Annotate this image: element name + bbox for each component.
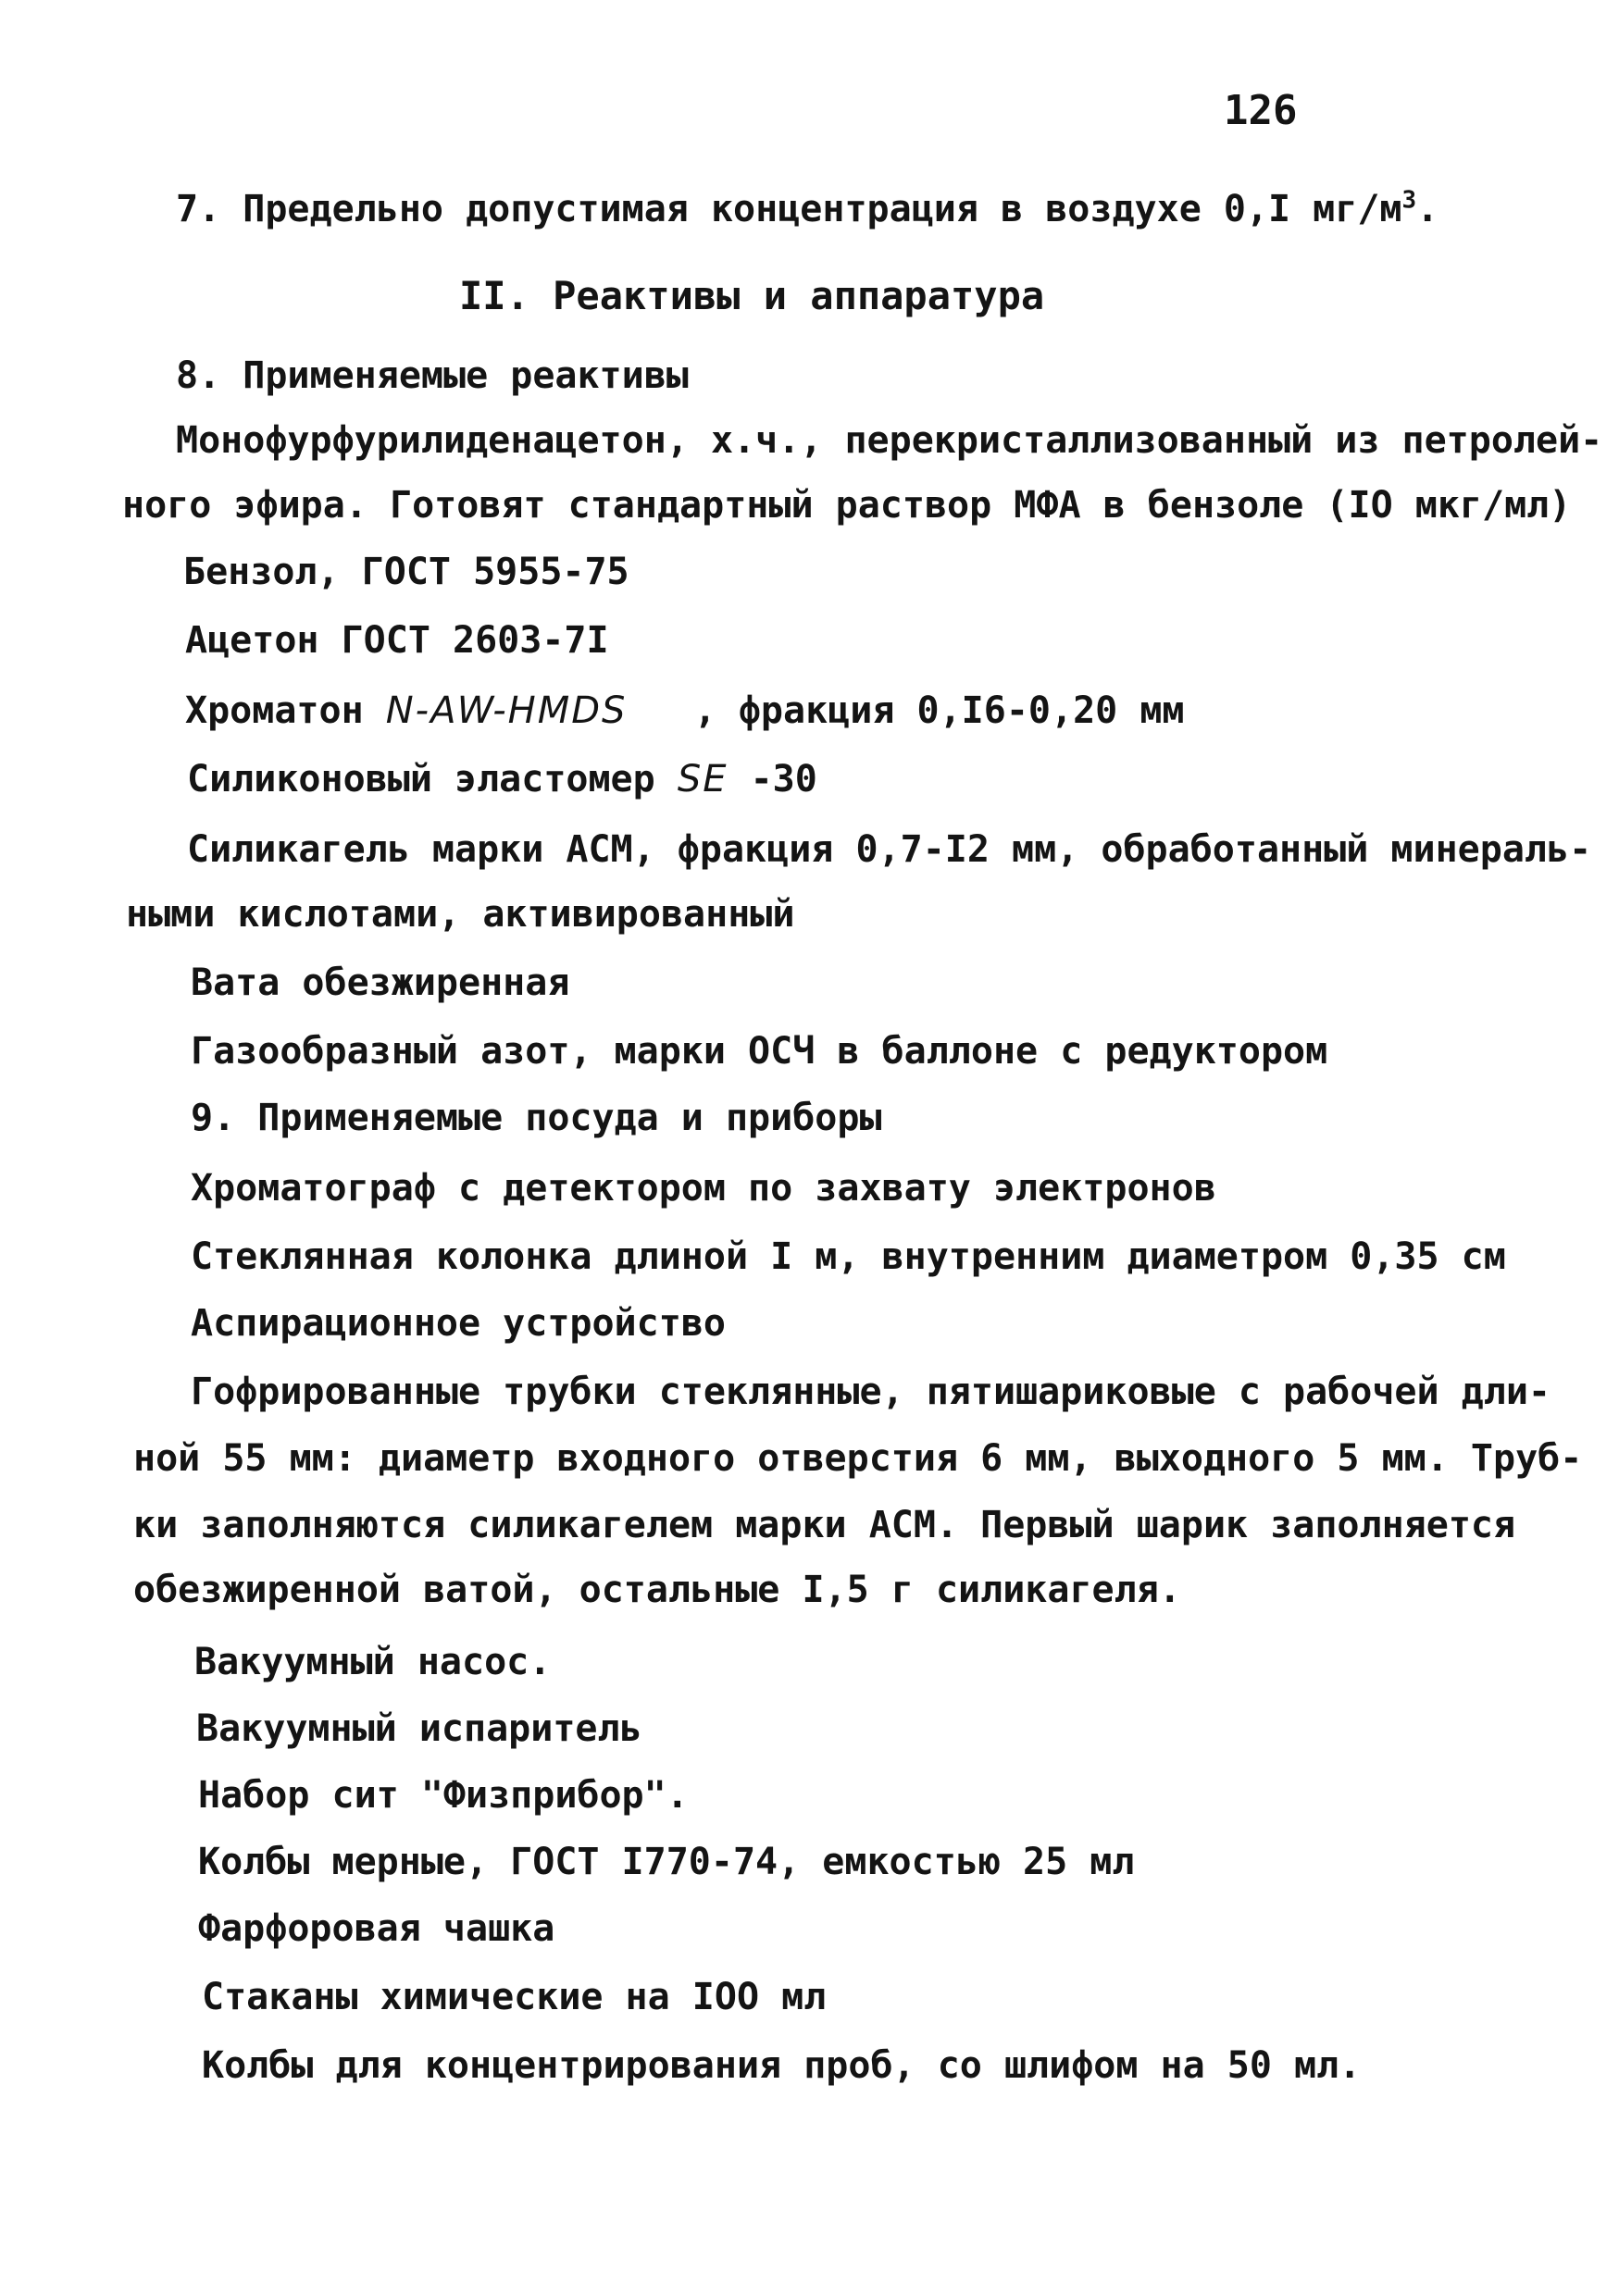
apparatus-concentration-flasks: Колбы для концентрирования проб, со шлифом на 50 мл. (202, 2044, 1362, 2087)
reagent-cotton: Вата обезжиренная (191, 962, 570, 1004)
item-7-end: . (1416, 188, 1439, 230)
section-heading: II. Реактивы и аппаратура (459, 273, 1045, 318)
apparatus-aspiration: Аспирационное устройство (191, 1302, 726, 1345)
apparatus-porcelain-dish: Фарфоровая чашка (198, 1907, 555, 1950)
page-number: 126 (1224, 87, 1298, 134)
apparatus-volumetric-flasks: Колбы мерные, ГОСТ I770-74, емкостью 25 мл (198, 1841, 1135, 1883)
item-7-text: 7. Предельно допустимая концентрация в воздухе 0,I мг/м (176, 188, 1402, 230)
apparatus-vacuum-evaporator: Вакуумный испаритель (196, 1707, 642, 1750)
reagent-mfa-line-1: Монофурфурилиденацетон, х.ч., перекристаллизованный из петролей- (176, 419, 1603, 462)
reagent-benzene: Бензол, ГОСТ 5955-75 (183, 551, 629, 593)
apparatus-sieves: Набор сит "Физприбор". (198, 1774, 689, 1817)
chromaton-suffix: , фракция 0,I6-0,20 мм (693, 689, 1185, 732)
apparatus-tubes-line-1: Гофрированные трубки стеклянные, пятишариковые с рабочей дли- (191, 1371, 1551, 1413)
reagent-acetone: Ацетон ГОСТ 2603-7I (185, 619, 609, 662)
chromaton-prefix: Хроматон (185, 689, 364, 732)
reagent-silicone-elastomer (187, 753, 817, 805)
apparatus-tubes-line-3: ки заполняются силикагелем марки АСМ. Первый шарик заполняется (133, 1504, 1516, 1546)
silicone-handwritten-grade: SE (677, 758, 729, 800)
apparatus-vacuum-pump: Вакуумный насос. (194, 1641, 552, 1683)
reagent-mfa-line-2: ного эфира. Готовят стандартный раствор МФА в бензоле (IO мкг/мл) (122, 484, 1572, 527)
chromaton-handwritten-grade: N-AW-HMDS (385, 689, 628, 732)
reagent-silica-line-1: Силикагель марки АСМ, фракция 0,7-I2 мм, обработанный минераль- (187, 828, 1592, 871)
apparatus-tubes-line-2: ной 55 мм: диаметр входного отверстия 6 мм, выходного 5 мм. Труб- (133, 1437, 1583, 1480)
apparatus-chromatograph: Хроматограф с детектором по захвату электронов (191, 1167, 1216, 1210)
item-8-heading: 8. Применяемые реактивы (176, 354, 689, 397)
item-7-max-concentration (176, 183, 1438, 235)
reagent-nitrogen: Газообразный азот, марки ОСЧ в баллоне с редуктором (191, 1030, 1328, 1073)
apparatus-beakers: Стаканы химические на IOO мл (202, 1976, 827, 2018)
apparatus-column: Стеклянная колонка длиной I м, внутренним диаметром 0,35 см (191, 1235, 1506, 1278)
apparatus-tubes-line-4: обезжиренной ватой, остальные I,5 г силикагеля. (133, 1569, 1181, 1611)
item-9-heading: 9. Применяемые посуда и приборы (191, 1097, 882, 1139)
item-7-superscript: 3 (1401, 186, 1417, 215)
reagent-chromaton (185, 685, 1185, 737)
reagent-silica-line-2: ными кислотами, активированный (126, 893, 795, 936)
silicone-suffix: -30 (750, 758, 817, 800)
silicone-prefix: Силиконовый эластомер (187, 758, 655, 800)
